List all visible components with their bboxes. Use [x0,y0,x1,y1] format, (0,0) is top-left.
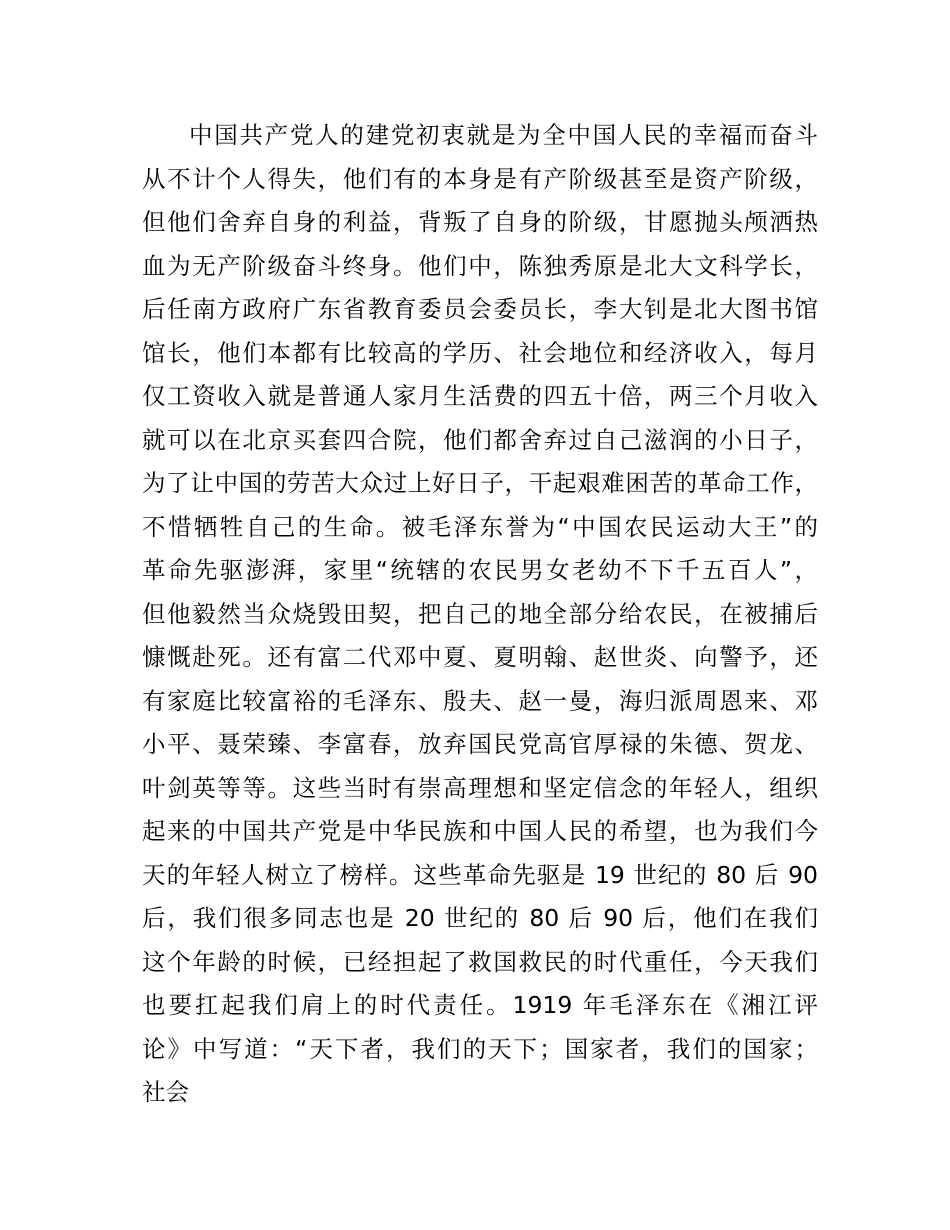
text-line: 后，我们很多同志也是 20 世纪的 80 后 90 后，他们在我们 [142,904,818,932]
text-line: 后任南方政府广东省教育委员会委员长，李大钊是北大图书馆 [142,295,818,323]
text-line: 叶剑英等等。这些当时有崇高理想和坚定信念的年轻人，组织 [142,773,818,802]
text-line: 仅工资收入就是普通人家月生活费的四五十倍，两三个月收入 [142,382,818,410]
text-line: 有家庭比较富裕的毛泽东、殷夫、赵一曼，海归派周恩来、邓 [142,686,818,715]
text-line: 中国共产党人的建党初衷就是为全中国人民的幸福而奋斗 [189,121,818,149]
text-line: 但他们舍弃自身的利益，背叛了自身的阶级，甘愿抛头颅洒热 [142,208,818,236]
text-line: 就可以在北京买套四合院，他们都舍弃过自己滋润的小日子， [142,425,818,454]
text-line: 小平、聂荣臻、李富春，放弃国民党高官厚禄的朱德、贺龙、 [142,730,818,758]
text-line: 慷慨赴死。还有富二代邓中夏、夏明翰、赵世炎、向警予，还 [142,643,818,671]
text-line: 为了让中国的劳苦大众过上好日子，干起艰难困苦的革命工作， [142,469,818,497]
text-line: 也要扛起我们肩上的时代责任。1919 年毛泽东在《湘江评 [142,991,818,1019]
text-line: 但他毅然当众烧毁田契，把自己的地全部分给农民，在被捕后 [142,599,818,628]
text-line: 血为无产阶级奋斗终身。他们中，陈独秀原是北大文科学长， [142,251,818,280]
text-line: 馆长，他们本都有比较高的学历、社会地位和经济收入，每月 [142,338,818,367]
paragraph[interactable] [142,114,818,1115]
text-line: 论》中写道：“天下者，我们的天下；国家者，我们的国家； [142,1034,818,1063]
text-line: 社会 [142,1078,189,1106]
text-line: 起来的中国共产党是中华民族和中国人民的希望，也为我们今 [142,817,818,845]
text-line: 革命先驱澎湃，家里“统辖的农民男女老幼不下千五百人”， [142,556,818,584]
text-line: 这个年龄的时候，已经担起了救国救民的时代重任，今天我们 [142,947,818,976]
text-line: 从不计个人得失，他们有的本身是有产阶级甚至是资产阶级， [142,164,818,193]
text-line: 不惜牺牲自己的生命。被毛泽东誉为“中国农民运动大王”的 [142,512,818,541]
text-line: 天的年轻人树立了榜样。这些革命先驱是 19 世纪的 80 后 90 [142,860,818,889]
